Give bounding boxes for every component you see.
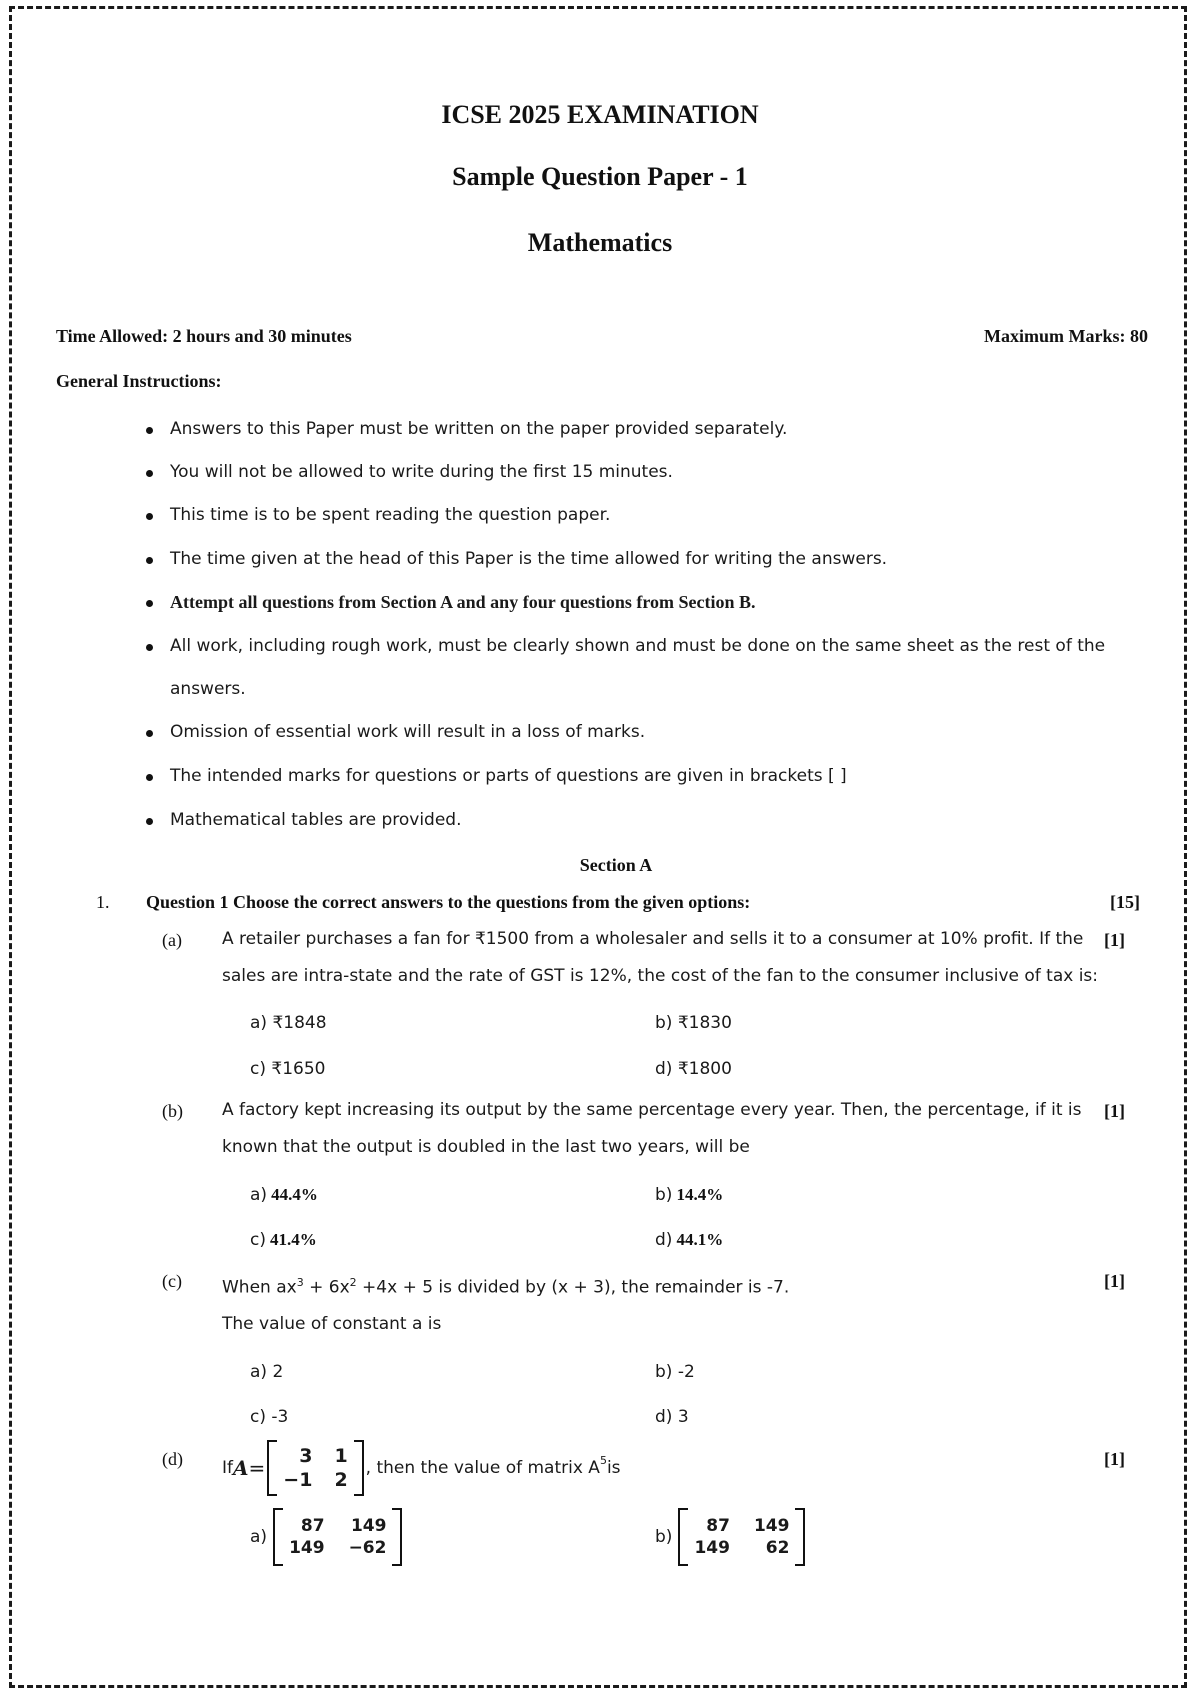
matrix-bracket-left — [273, 1508, 283, 1566]
page-border — [9, 6, 1187, 1688]
instruction-item: The intended marks for questions or parts of questions are given in brackets [ ] — [170, 766, 847, 786]
question-1-text: Question 1 Choose the correct answers to the questions from the given options: — [146, 892, 751, 912]
maximum-marks: Maximum Marks: 80 — [984, 326, 1148, 346]
question-1-marks: [15] — [1110, 892, 1140, 912]
part-d-marks: [1] — [1104, 1449, 1125, 1469]
matrix-option-b: 87 149 149 62 — [678, 1508, 805, 1566]
part-c-marks: [1] — [1104, 1271, 1125, 1291]
part-a-marks: [1] — [1104, 930, 1125, 950]
part-a-line-1: A retailer purchases a fan for ₹1500 from a wholesaler and sells it to a consumer at 10% profit. If the — [222, 929, 1084, 949]
part-b-option-c: c) 41.4% — [250, 1230, 317, 1250]
instruction-item: Omission of essential work will result in a loss of marks. — [170, 722, 645, 742]
instruction-item-bold: Attempt all questions from Section A and any four questions from Section B. — [170, 592, 756, 613]
part-b-option-b: b) 14.4% — [655, 1185, 724, 1205]
part-d-option-b: b) 87 149 149 62 — [655, 1508, 805, 1566]
part-b-marks: [1] — [1104, 1101, 1125, 1121]
instruction-item: Mathematical tables are provided. — [170, 810, 462, 830]
part-b-line-2: known that the output is doubled in the last two years, will be — [222, 1137, 750, 1157]
part-c-option-d: d) 3 — [655, 1407, 689, 1427]
matrix-bracket-left — [678, 1508, 688, 1566]
part-c-option-b: b) -2 — [655, 1362, 695, 1382]
bullet-icon — [146, 730, 153, 737]
matrix-a: 3 1 −1 2 — [267, 1440, 363, 1496]
bullet-icon — [146, 818, 153, 825]
part-c-label: (c) — [162, 1271, 182, 1291]
subject-title: Mathematics — [527, 228, 673, 257]
matrix-bracket-right — [392, 1508, 402, 1566]
matrix-bracket-left — [267, 1440, 277, 1496]
question-number: 1. — [96, 892, 110, 912]
instruction-item-continued: answers. — [170, 679, 246, 699]
paper-title: Sample Question Paper - 1 — [452, 162, 748, 191]
time-allowed: Time Allowed: 2 hours and 30 minutes — [56, 326, 352, 346]
instructions-heading: General Instructions: — [56, 371, 222, 391]
section-heading: Section A — [579, 855, 653, 875]
part-a-option-d: d) ₹1800 — [655, 1059, 732, 1079]
part-c-option-c: c) -3 — [250, 1407, 289, 1427]
part-d-option-a: a) 87 149 149 −62 — [250, 1508, 402, 1566]
bullet-icon — [146, 427, 153, 434]
instruction-item: Answers to this Paper must be written on the paper provided separately. — [170, 419, 787, 439]
part-a-option-a: a) ₹1848 — [250, 1013, 327, 1033]
part-a-line-2: sales are intra-state and the rate of GST is 12%, the cost of the fan to the consumer inclusive of tax is: — [222, 966, 1099, 986]
part-b-label: (b) — [162, 1101, 183, 1121]
part-b-line-1: A factory kept increasing its output by the same percentage every year. Then, the percentage, if it is — [222, 1100, 1082, 1120]
bullet-icon — [146, 774, 153, 781]
part-b-option-d: d) 44.1% — [655, 1230, 724, 1250]
part-c-line-2: The value of constant a is — [222, 1314, 442, 1334]
matrix-bracket-right — [354, 1440, 364, 1496]
part-c-line-1: When $ax^3 + 6x^2 +4x + 5$ is divided by (x + 3), the remainder is -7. — [222, 1276, 790, 1298]
instruction-item: All work, including rough work, must be clearly shown and must be done on the same sheet as the rest of the — [170, 636, 1105, 656]
part-a-label: (a) — [162, 930, 182, 950]
matrix-option-a: 87 149 149 −62 — [273, 1508, 402, 1566]
instruction-item: The time given at the head of this Paper is the time allowed for writing the answers. — [170, 549, 887, 569]
instruction-item: You will not be allowed to write during the first 15 minutes. — [170, 462, 673, 482]
part-b-option-a: a) 44.4% — [250, 1185, 318, 1205]
part-c-option-a: a) 2 — [250, 1362, 284, 1382]
part-d-line: If A = 3 1 −1 2 , then the value of matrix A $^5$ is — [222, 1440, 621, 1496]
bullet-icon — [146, 644, 153, 651]
part-a-option-c: c) ₹1650 — [250, 1059, 326, 1079]
part-d-label: (d) — [162, 1449, 183, 1469]
part-a-option-b: b) ₹1830 — [655, 1013, 732, 1033]
instruction-item: This time is to be spent reading the question paper. — [170, 505, 610, 525]
bullet-icon — [146, 600, 153, 607]
exam-title: ICSE 2025 EXAMINATION — [441, 100, 759, 129]
bullet-icon — [146, 557, 153, 564]
matrix-bracket-right — [795, 1508, 805, 1566]
bullet-icon — [146, 470, 153, 477]
bullet-icon — [146, 513, 153, 520]
